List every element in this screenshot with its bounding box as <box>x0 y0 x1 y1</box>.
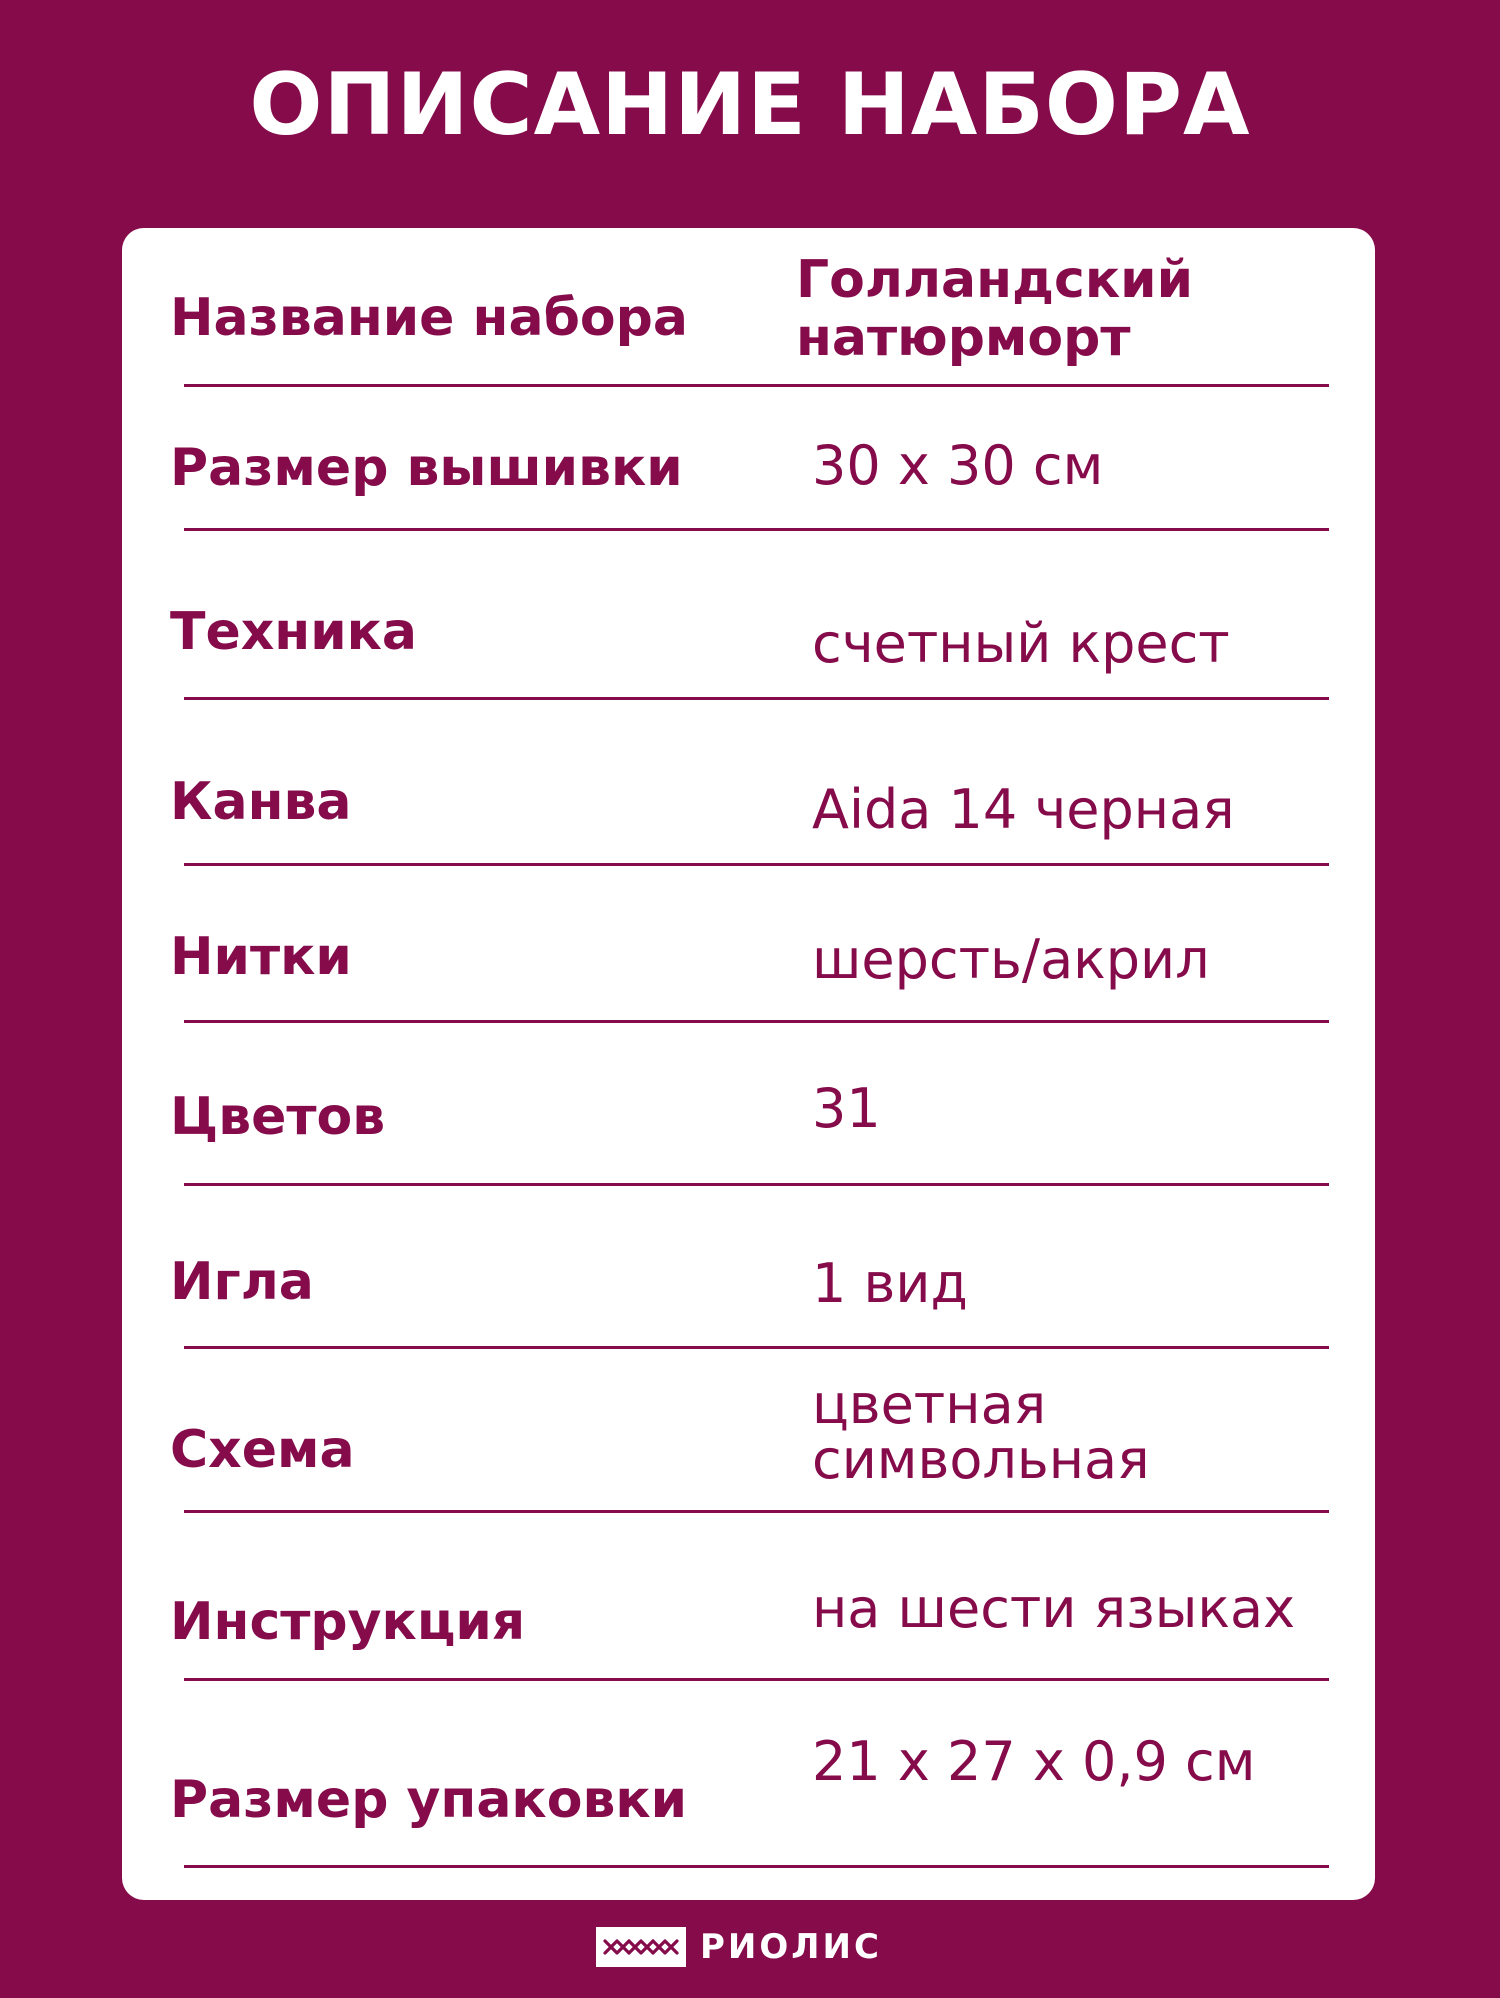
spec-value: Aida 14 черная <box>812 778 1235 841</box>
brand-logo <box>596 1927 882 1967</box>
spec-value-line2: натюрморт <box>796 308 1131 368</box>
spec-label: Техника <box>170 602 418 662</box>
spec-label: Размер вышивки <box>170 438 683 498</box>
riolis-logo-icon <box>596 1927 686 1967</box>
spec-value: 31 <box>812 1077 881 1140</box>
spec-label: Нитки <box>170 927 352 987</box>
spec-card <box>122 228 1375 1900</box>
spec-value-line1: цветная <box>812 1373 1047 1436</box>
row-divider <box>184 1510 1329 1513</box>
page-title: ОПИСАНИЕ НАБОРА <box>249 55 1251 155</box>
spec-label: Цветов <box>170 1087 386 1147</box>
row-divider <box>184 1183 1329 1186</box>
spec-value: 30 х 30 см <box>812 434 1104 497</box>
spec-value: шерсть/акрил <box>812 928 1210 991</box>
row-divider <box>184 1020 1329 1023</box>
spec-value-line1: Голландский <box>796 250 1194 310</box>
spec-label: Размер упаковки <box>170 1770 688 1830</box>
spec-value-line2: символьная <box>812 1428 1150 1491</box>
spec-label: Название набора <box>170 288 688 348</box>
spec-label: Игла <box>170 1252 314 1312</box>
spec-value: счетный крест <box>812 612 1230 675</box>
spec-value: 1 вид <box>812 1252 968 1315</box>
row-divider <box>184 1346 1329 1349</box>
spec-label: Схема <box>170 1420 355 1480</box>
spec-value: 21 х 27 х 0,9 см <box>812 1730 1256 1793</box>
brand-name: РИОЛИС <box>700 1927 882 1967</box>
spec-value: на шести языках <box>812 1577 1296 1640</box>
spec-label: Инструкция <box>170 1592 526 1652</box>
spec-label: Канва <box>170 772 352 832</box>
row-divider <box>184 528 1329 531</box>
row-divider <box>184 697 1329 700</box>
row-divider <box>184 1865 1329 1868</box>
row-divider <box>184 384 1329 387</box>
row-divider <box>184 863 1329 866</box>
row-divider <box>184 1678 1329 1681</box>
